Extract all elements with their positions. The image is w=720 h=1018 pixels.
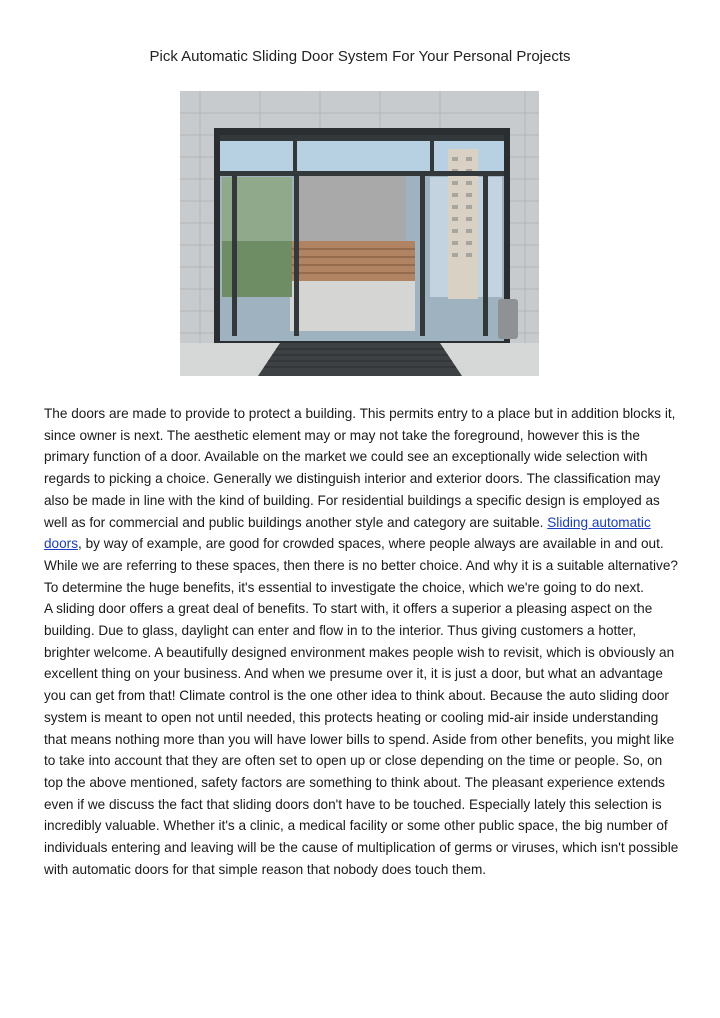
sliding-automatic-doors-link[interactable]: Sliding automatic doors xyxy=(44,514,651,552)
paragraph-1-text-after-link: , by way of example, are good for crowded spaces, where people always are available in and out. While we are referring to these spaces, then there is no better choice. And why it is a suitable alternative? To determine the huge benefits, it's essential to investigate the choice, which we're going to do next. xyxy=(44,536,678,595)
article-body xyxy=(44,403,684,880)
paragraph-1 xyxy=(44,403,684,598)
page-title: Pick Automatic Sliding Door System For Your Personal Projects xyxy=(149,48,571,65)
sliding-door-photo xyxy=(180,91,539,376)
paragraph-2: A sliding door offers a great deal of benefits. To start with, it offers a superior a pleasing aspect on the building. Due to glass, daylight can enter and flow in to the interior. Thus giving customers a hotter, brighter welcome. A beautifully designed environment makes people wish to revisit, which is obviously an excellent thing on your business. And when we presume over it, it is just a door, but what an advantage you can get from that! Climate control is the one other idea to think about. Because the auto sliding door system is meant to open not until needed, this protects heating or cooling mid-air inside understanding that means nothing more than you will have lower bills to spend. Aside from other benefits, you might like to take into account that they are often set to open up or close depending on the time or people. So, on top the above mentioned, safety factors are something to think about. The pleasant experience extends even if we discuss the fact that sliding doors don't have to be touched. Especially lately this selection is incredibly valuable. Whether it's a clinic, a medical facility or some other public space, the big number of individuals entering and leaving will be the cause of multiplication of germs or viruses, which isn't possible with automatic doors for that simple reason that nobody does touch them. xyxy=(44,601,679,877)
paragraph-1-text-before-link: The doors are made to provide to protect a building. This permits entry to a place but in addition blocks it, since owner is next. The aesthetic element may or may not take the foreground, however this is the primary function of a door. Available on the market we could see an exceptionally wide selection with regards to picking a choice. Generally we distinguish interior and exterior doors. The classification may also be made in line with the kind of building. For residential buildings a specific design is employed as well as for commercial and public buildings another style and category are suitable. xyxy=(44,406,676,530)
